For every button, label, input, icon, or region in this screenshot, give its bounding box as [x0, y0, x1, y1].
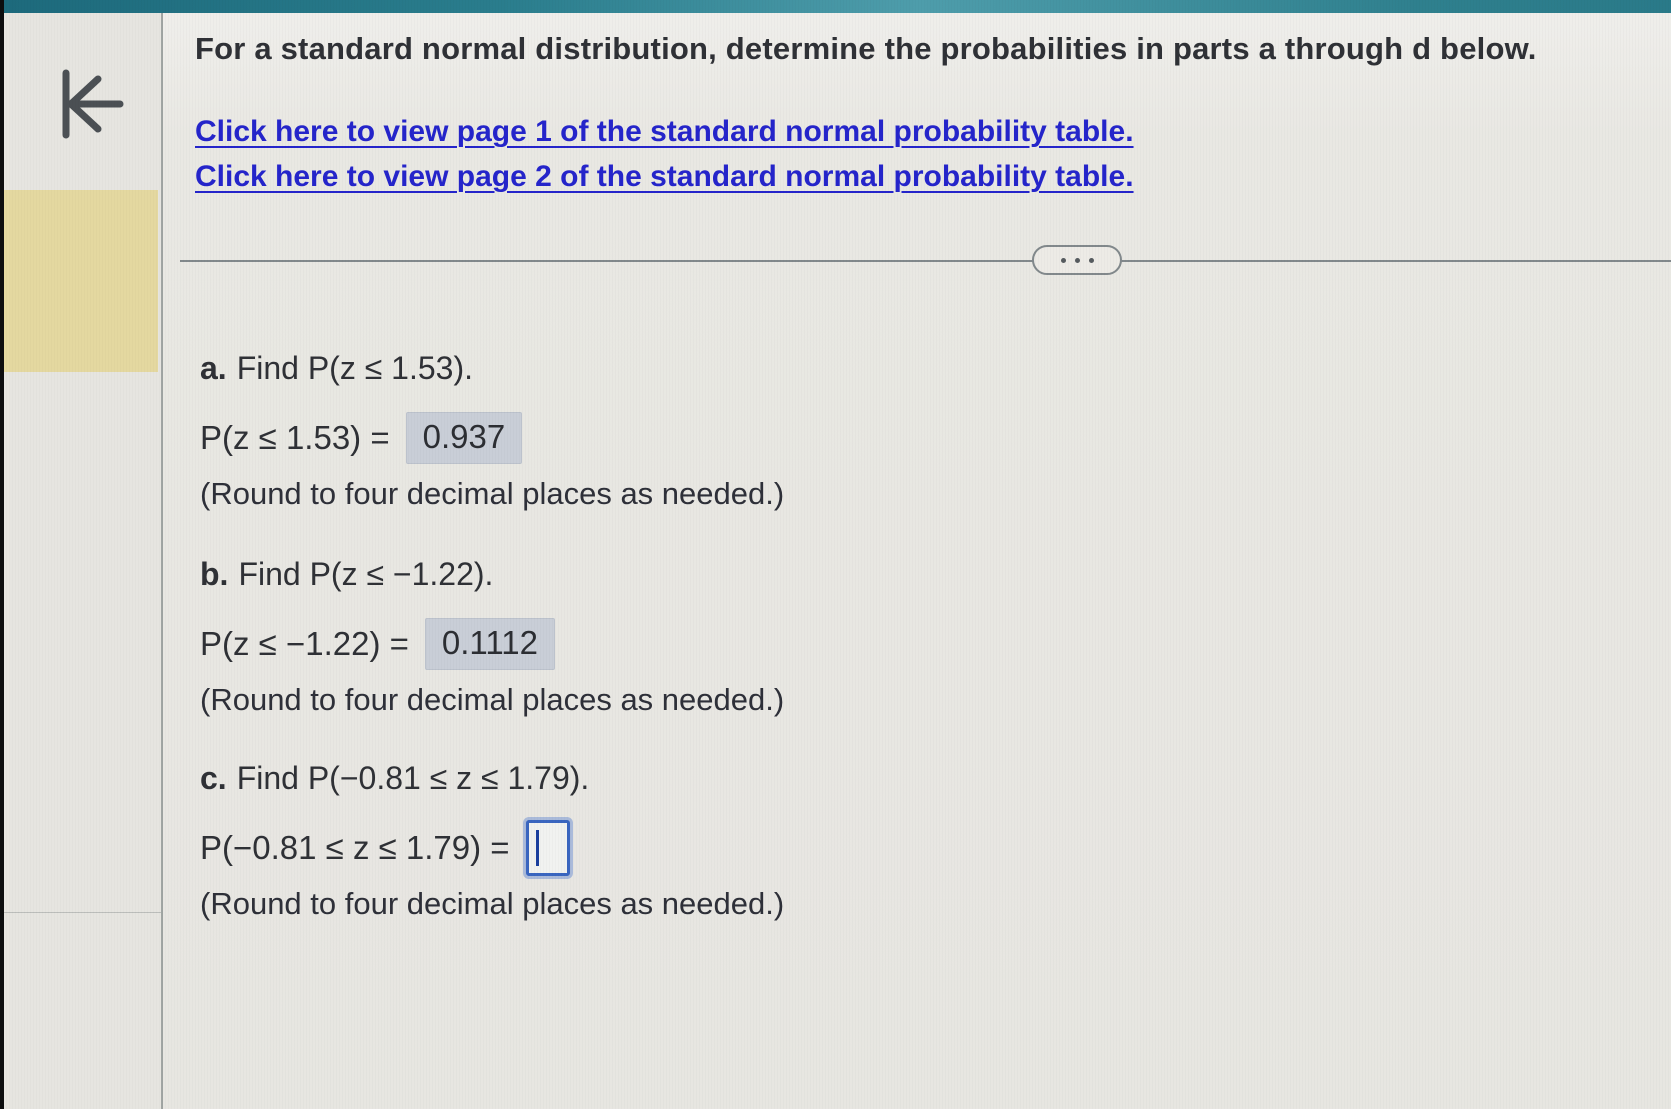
part-a-prompt: [200, 350, 784, 387]
part-c-equation: [200, 819, 784, 877]
part-c-prompt-text: Find P(−0.81 ≤ z ≤ 1.79).: [236, 760, 590, 796]
part-a-equation: [200, 409, 784, 467]
part-b: [200, 556, 784, 718]
top-bar: [0, 0, 1671, 13]
part-b-round-note: (Round to four decimal places as needed.): [200, 682, 785, 717]
part-b-equation-left: P(z ≤ −1.22) =: [200, 625, 409, 662]
part-a-label: a.: [200, 350, 227, 386]
part-c-round-note: (Round to four decimal places as needed.): [200, 886, 785, 921]
sidebar: [4, 13, 161, 1109]
part-c-prompt: [200, 760, 784, 797]
panel-resize-handle[interactable]: [1032, 245, 1122, 275]
part-a-round-note: (Round to four decimal places as needed.): [200, 476, 785, 511]
part-b-answer-input[interactable]: 0.1112: [425, 618, 555, 670]
handle-dot-icon: [1075, 258, 1080, 263]
sidebar-divider-line: [4, 912, 161, 913]
problem-title: For a standard normal distribution, determine the probabilities in parts a through d below.: [195, 31, 1537, 66]
handle-dot-icon: [1089, 258, 1094, 263]
skip-to-start-icon: [54, 131, 132, 146]
table-page-2-link[interactable]: Click here to view page 2 of the standard normal probability table.: [195, 160, 1134, 193]
problem-pane: [163, 13, 1671, 1109]
table-page-1-link[interactable]: Click here to view page 1 of the standard normal probability table.: [195, 115, 1134, 148]
text-cursor: [536, 830, 539, 866]
section-divider-line: [180, 260, 1671, 262]
part-a-answer-input[interactable]: 0.937: [406, 412, 523, 464]
part-c-equation-left: P(−0.81 ≤ z ≤ 1.79) =: [200, 829, 510, 866]
part-c-answer-input[interactable]: [526, 820, 570, 876]
part-b-prompt: [200, 556, 784, 593]
part-a-equation-left: P(z ≤ 1.53) =: [200, 419, 390, 456]
part-b-label: b.: [200, 556, 229, 592]
part-b-prompt-text: Find P(z ≤ −1.22).: [238, 556, 494, 592]
handle-dot-icon: [1061, 258, 1066, 263]
part-a-prompt-text: Find P(z ≤ 1.53).: [236, 350, 473, 386]
part-b-equation: [200, 615, 784, 673]
sidebar-accent-panel: [4, 190, 158, 372]
collapse-panel-button[interactable]: [54, 65, 132, 143]
part-c-label: c.: [200, 760, 227, 796]
part-a: [200, 350, 784, 512]
table-links: [195, 109, 1134, 199]
part-c: [200, 760, 784, 922]
